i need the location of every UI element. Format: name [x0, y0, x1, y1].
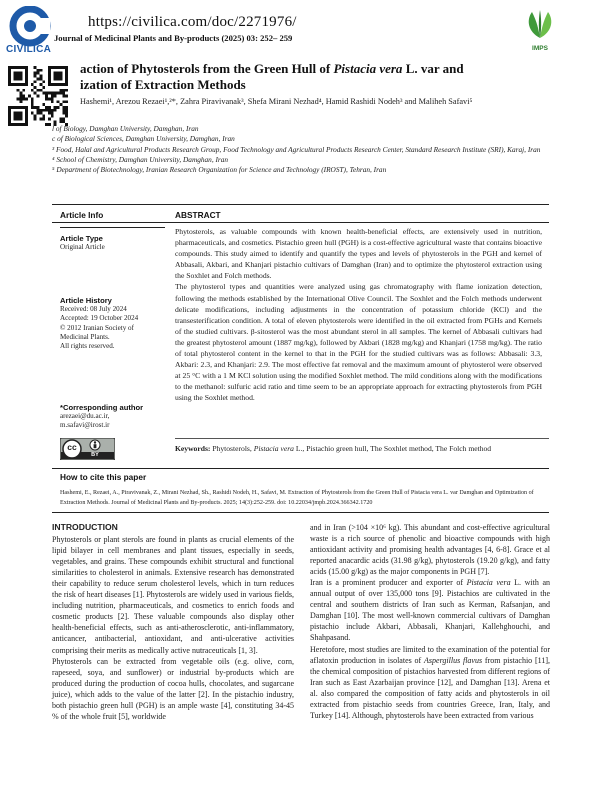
- article-history-label: Article History: [60, 296, 112, 305]
- intro-right-p3-post: from pistachio [11], the chemical composition of pistachios harvested from different regions of Iran such as East Azarbaijan province [12], and Damghan [13]. Arena et al. also compared the composition of fatty acids and phytosterols in oil extracted from pistachio seeds from countries Greece, Iran, Italy, and Turkey [14]. Although, phytosterols have been extracted from various: [310, 655, 551, 720]
- article-title: [80, 61, 560, 93]
- intro-left-paragraph-2: Phytosterols can be extracted from vegetable oils (e.g. olive, corn, rapeseed, soya, and sunflower) or industrial by-products which are produced during the production of cocoa hulls, chocolates, and sugarcane juice), which adds to the value of the latter [2]. In the pistachio industry, both pistachio green hull (PGH) is an ample waste [4], constituting 34-45 % of the whole fruit [5], worldwide: [52, 656, 294, 721]
- affiliations: [52, 124, 562, 175]
- history-accepted: Accepted: 19 October 2024: [60, 314, 139, 323]
- info-bottom-rule: [52, 468, 549, 469]
- corresponding-block: [60, 403, 168, 431]
- article-type-value: Original Article: [60, 243, 105, 251]
- citation-bottom-rule: [52, 512, 549, 513]
- affiliation-5: ⁵ Department of Biotechnology, Iranian Research Organization for Science and Technology (IROST), Tehran, Iran: [52, 165, 387, 175]
- introduction-heading: INTRODUCTION: [52, 522, 118, 532]
- article-info-heading: Article Info: [60, 210, 104, 220]
- keywords-rule: [175, 438, 549, 439]
- intro-right-paragraph-3: [310, 644, 550, 721]
- cc-text: cc: [67, 442, 77, 452]
- imps-logo: [518, 8, 562, 50]
- keywords-italic: Pistacia vera: [253, 444, 294, 453]
- by-text: BY: [91, 452, 99, 458]
- keywords-label: Keywords:: [175, 444, 211, 453]
- civilica-label: CIVILICA: [6, 44, 52, 55]
- abstract-paragraph-2: The phytosterol types and quantities were analyzed using gas chromatography with flame ionization detection, following the methods established by the International Olive Council. The Soxhlet and the Folch methods underwent delicate modifications, including adjustments in the concentration of potassium chloride (KCl) and the transesterification condition. A total of eleven phytosterols were identified in the oil extracted from PGHs and Kernels of the studied cultivars. β-sitosterol was the most abundant sterol in all samples. The kernel of Abbasali cultivars had the greatest phytosterol amount (1887 mg/kg), followed by Akbari (1828 mg/kg) and Khanjari (1758 mg/kg). The ratio of total phytosterol content in the kernel to that in the PGH for the studied cultivars was as follows: Abbasali: 3.3, Akbari: 2.3, and Khanjari: 2.9. The most effective fat removal and the maximum amount of phytosterol were observed at 25 °C with a 1 M KCl solution using the modified Soxhlet method. The mild conditions along with the modifications to the methanol: sulfuric acid ratio and time seem to be an appropriate approach for extracting phytosterols from PGH using the Soxhlet method.: [175, 282, 542, 403]
- history-rights: All rights reserved.: [60, 342, 115, 351]
- citation-text: Hashemi, E., Rezaei, A., Piravivanak, Z., Mirani Nezhad, Sh., Rashidi Nodeh, H., Safavi, M. Extraction of Phytosterols from the Green Hull of Pistacia vera L. var Damghan and Optimization of Extraction Methods. Journal of Medicinal Plants and By-products. 2025; 14(3):252-259. doi: 10.22034/jmpb.2024.366342.1720: [60, 490, 534, 506]
- affiliation-4: ⁴ School of Chemistry, Damghan University, Damghan, Iran: [52, 154, 229, 164]
- cc-by-license-badge[interactable]: [60, 438, 115, 460]
- history-copyright-1: © 2012 Iranian Society of: [60, 323, 134, 332]
- intro-right-p2-pre: Iran is a prominent producer and exporter of: [310, 578, 467, 588]
- title-line1-post: L. var and: [402, 61, 464, 76]
- info-left-rule: [60, 227, 165, 228]
- keywords-post: L., Pistachio green hull, The Soxhlet method, The Folch method: [293, 444, 492, 453]
- abstract-paragraph-1: Phytosterols, as valuable compounds with known health-beneficial effects, are extensively used in nutrition, pharmaceuticals, and cosmetics. Pistachio green hull (PGH) is a cost-effective agricultural waste that contains bioactive compounds. This study aimed to identify and quantify the types and levels of phytosterols in the PGH and kernel of Abbasali, Akbari, and Khanjari pistachio cultivars of Damghan (Iran) and to optimize the phytosterol extraction using the Soxhlet and Folch methods.: [175, 227, 542, 281]
- history-copyright-2: Medicinal Plants.: [60, 332, 110, 341]
- abstract-heading: ABSTRACT: [175, 210, 221, 220]
- author-list: Hashemi¹, Arezou Rezaei¹,²*, Zahra Piravivanak³, Shefa Mirani Nezhad⁴, Hamid Rashidi Nodeh³ and Maliheh Safavi⁵: [80, 97, 473, 106]
- keywords-pre: Phytosterols,: [210, 444, 254, 453]
- abstract-body: [175, 226, 542, 404]
- keywords: [175, 444, 542, 455]
- affiliation-1: l of Biology, Damghan University, Damghan, Iran: [52, 124, 199, 133]
- citation-heading: How to cite this paper: [60, 472, 147, 482]
- journal-line: Journal of Medicinal Plants and By-products (2025) 03: 252– 259: [54, 33, 293, 43]
- body-right-column: [310, 522, 550, 721]
- info-header-rule: [52, 222, 549, 223]
- intro-right-paragraph-1: and in Iran (>104 ×10⁶ kg). This abundant and cost-effective agricultural waste is a rich source of phenolic and bioactive compounds with high antioxidant activity and promising health advantages [4, 6-8]. Grace et al reported anacardic acids (31.98 g/kg), phytosterols (19.20 g/kg), and fatty acids (15.00 g/kg) as the major components in PGH [7].: [310, 523, 550, 577]
- imps-label: IMPS: [532, 45, 548, 52]
- article-type-block: [60, 234, 168, 252]
- intro-right-paragraph-2: [310, 577, 550, 643]
- title-line1-pre: action of Phytosterols from the Green Hull of: [80, 61, 334, 76]
- affiliation-2: c of Biological Sciences, Damghan University, Damghan, Iran: [52, 134, 235, 144]
- qr-code: [8, 66, 68, 126]
- intro-right-p3-italic: Aspergillus flavus: [424, 655, 483, 665]
- article-type-label: Article Type: [60, 234, 103, 243]
- civilica-logo[interactable]: [4, 6, 60, 56]
- intro-right-p2-post: L. with an annual output of over 135,000 tons [9]. Pistachios are cultivated in the central and southern districts of Iran such as Kerman, Rafsanjan, and Damghan [10]. The most well-known commercial cultivars of Damghan pistachio include Akbari, Abbasali, Khanjari, Kallehghouchi, and Shahpasand.: [310, 578, 550, 643]
- article-history-block: [60, 296, 168, 351]
- info-top-rule: [52, 204, 549, 205]
- corresponding-email-2[interactable]: m.safavi@irost.ir: [60, 421, 110, 430]
- history-received: Received: 08 July 2024: [60, 305, 127, 313]
- intro-right-p3-pre: Heretofore, most studies are limited to the examination of the potential for aflatoxin production in isolates of: [310, 644, 550, 665]
- body-left-column: [52, 522, 294, 722]
- affiliation-3: ³ Food, Halal and Agricultural Products Research Group, Food Technology and Agricultural Products Research Center, Standard Research Institute (SRI), Karaj, Iran: [52, 144, 541, 154]
- corresponding-email-1[interactable]: arezaei@du.ac.ir,: [60, 412, 110, 420]
- title-line2: ization of Extraction Methods: [80, 77, 246, 92]
- title-line1-italic: Pistacia vera: [333, 61, 403, 76]
- intro-left-paragraph-1: Phytosterols or plant sterols are found in plants as crucial elements of the lipid bilayer in cell membranes and plant tissues, especially in seeds, vegetables, and grains. These compounds exhibit structural and functional similarities to cholesterol in animals. Extensive research has demonstrated their capability to reduce serum cholesterol levels, which in turn reduces the risk of heart diseases [1]. Phytosterols are widely used in various fields, including nutrition, pharmaceuticals, and cosmetics to enrich foods and cosmetic products [2]. These valuable compounds also display other health-beneficial effects, such as anti-atherosclerotic, anti-inflammatory, anticancer, antibacterial, antioxidant, and anti-ulcerative activities comprising their merits as medically active nutraceuticals [1, 3].: [52, 535, 294, 655]
- document-url[interactable]: https://civilica.com/doc/2271976/: [88, 14, 297, 30]
- intro-right-p2-italic: Pistacia vera: [466, 578, 511, 588]
- corresponding-label: *Corresponding author: [60, 403, 144, 412]
